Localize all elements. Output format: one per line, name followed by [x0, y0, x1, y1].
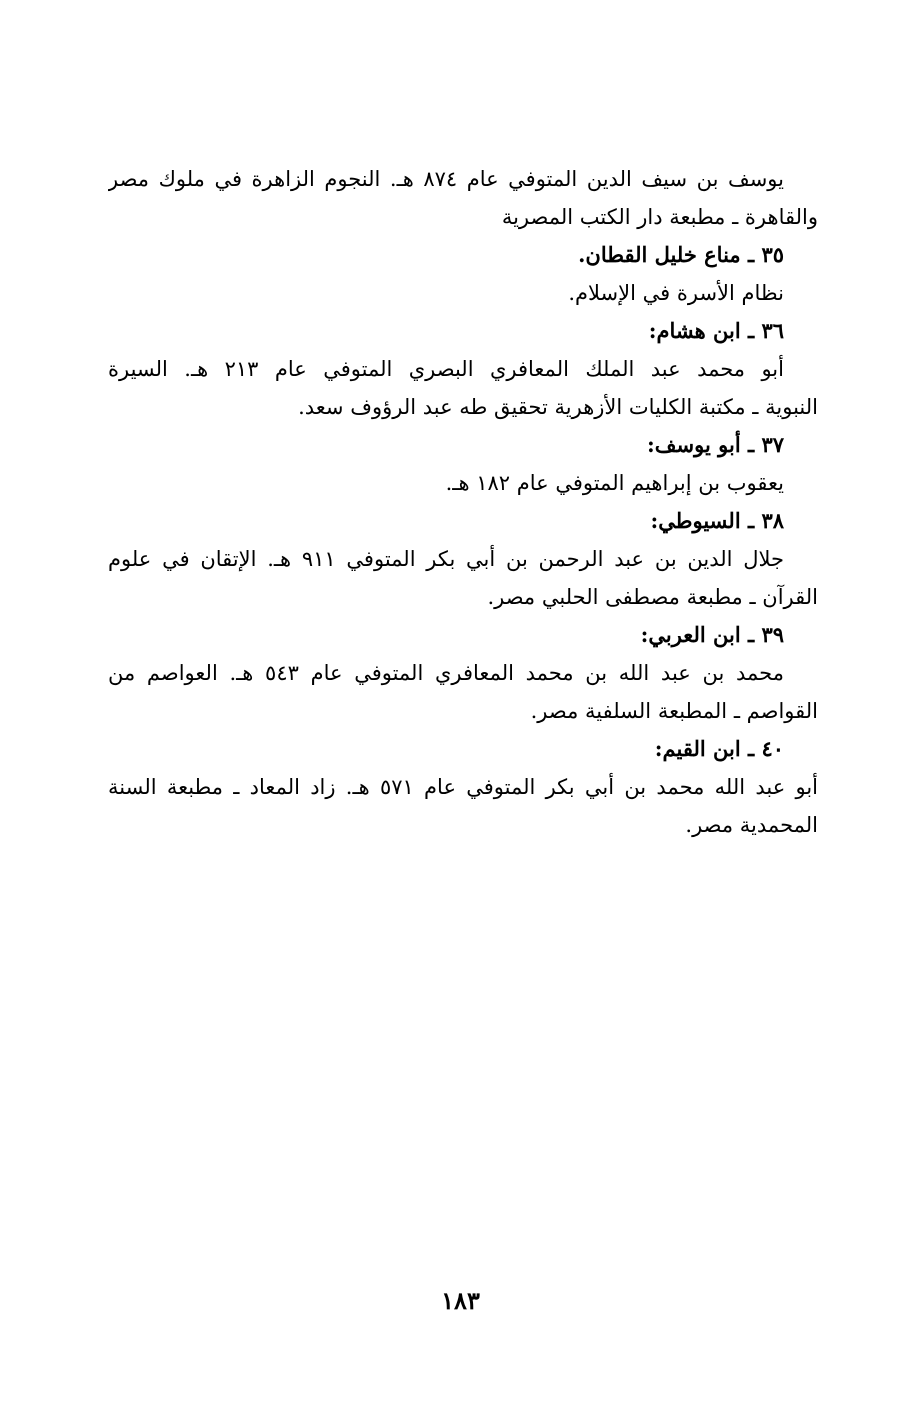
- entry-38-line-2: القرآن ـ مطبعة مصطفى الحلبي مصر.: [487, 585, 818, 609]
- entry-35-line-1: نظام الأسرة في الإسلام.: [568, 281, 784, 305]
- entry-35-heading: ٣٥ ـ مناع خليل القطان.: [578, 242, 784, 267]
- entry-40-heading: ٤٠ ـ ابن القيم:: [654, 736, 784, 761]
- entry-37-line-1: يعقوب بن إبراهيم المتوفي عام ١٨٢ هـ.: [445, 471, 784, 495]
- entry-38-line-1: جلال الدين بن عبد الرحمن بن أبي بكر المتوفي ٩١١ هـ. الإتقان في علوم: [108, 547, 784, 571]
- entry-40-line-1: أبو عبد الله محمد بن أبي بكر المتوفي عام ٥٧١ هـ. زاد المعاد ـ مطبعة السنة: [108, 775, 818, 799]
- entry-37-heading: ٣٧ ـ أبو يوسف:: [647, 432, 784, 457]
- entry-34-line-1: يوسف بن سيف الدين المتوفي عام ٨٧٤ هـ. النجوم الزاهرة في ملوك مصر: [108, 167, 784, 191]
- entry-39-line-1: محمد بن عبد الله بن محمد المعافري المتوفي عام ٥٤٣ هـ. العواصم من: [108, 661, 784, 685]
- page-body: [108, 160, 818, 844]
- entry-39-line-2: القواصم ـ المطبعة السلفية مصر.: [530, 699, 818, 723]
- entry-36-line-2: النبوية ـ مكتبة الكليات الأزهرية تحقيق طه عبد الرؤوف سعد.: [298, 395, 818, 419]
- entry-36-line-1: أبو محمد عبد الملك المعافري البصري المتوفي عام ٢١٣ هـ. السيرة: [108, 357, 784, 381]
- entry-39-heading: ٣٩ ـ ابن العربي:: [640, 622, 784, 647]
- entry-38-heading: ٣٨ ـ السيوطي:: [650, 508, 784, 533]
- entry-36-heading: ٣٦ ـ ابن هشام:: [648, 318, 784, 343]
- page-number: ١٨٣: [441, 1286, 480, 1315]
- entry-40-line-2: المحمدية مصر.: [685, 813, 818, 837]
- entry-34-line-2: والقاهرة ـ مطبعة دار الكتب المصرية: [501, 205, 818, 229]
